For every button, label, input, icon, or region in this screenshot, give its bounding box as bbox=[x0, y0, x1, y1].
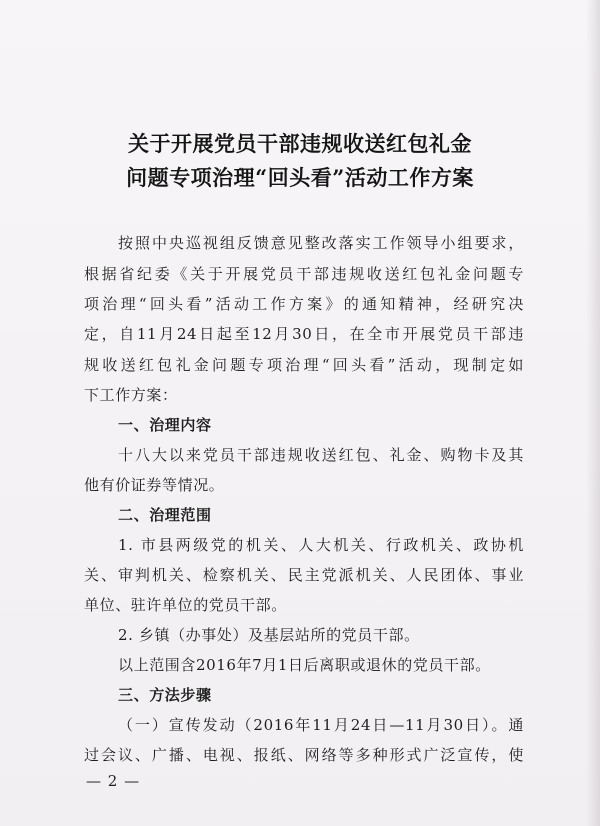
body-line: 过会议、广播、电视、报纸、网络等多种形式广泛宣传，使 bbox=[84, 746, 524, 764]
document-title-line-2: 问题专项治理“回头看”活动工作方案 bbox=[126, 165, 474, 190]
body-line: 定，自11月24日起至12月30日，在全市开展党员干部违 bbox=[84, 325, 524, 343]
body-line: 1. 市县两级党的机关、人大机关、行政机关、政协机 bbox=[118, 536, 524, 554]
page-edge-shadow bbox=[586, 0, 600, 826]
section-heading: 一、治理内容 bbox=[118, 416, 212, 434]
body-line: 项治理“回头看”活动工作方案》的通知精神，经研究决 bbox=[84, 295, 524, 313]
body-line: 十八大以来党员干部违规收送红包、礼金、购物卡及其 bbox=[118, 446, 524, 464]
body-line: 2. 乡镇（办事处）及基层站所的党员干部。 bbox=[118, 626, 420, 644]
body-line: 根据省纪委《关于开展党员干部违规收送红包礼金问题专 bbox=[84, 265, 524, 283]
body-line: 规收送红包礼金问题专项治理“回头看”活动，现制定如 bbox=[84, 356, 524, 374]
body-line: 下工作方案： bbox=[84, 386, 178, 404]
body-line: （一）宣传发动（2016年11月24日—11月30日）。通 bbox=[118, 716, 524, 734]
body-line: 按照中央巡视组反馈意见整改落实工作领导小组要求， bbox=[118, 234, 524, 252]
body-line: 他有价证券等情况。 bbox=[84, 476, 225, 494]
section-heading: 二、治理范围 bbox=[118, 506, 212, 524]
section-heading: 三、方法步骤 bbox=[118, 686, 212, 704]
body-line: 以上范围含2016年7月1日后离职或退休的党员干部。 bbox=[118, 656, 491, 674]
document-title-line-1: 关于开展党员干部违规收送红包礼金 bbox=[128, 131, 472, 156]
body-line: 关、审判机关、检察机关、民主党派机关、人民团体、事业 bbox=[84, 566, 524, 584]
body-line: 单位、驻许单位的党员干部。 bbox=[84, 596, 287, 614]
page-number: — 2 — bbox=[86, 772, 141, 790]
